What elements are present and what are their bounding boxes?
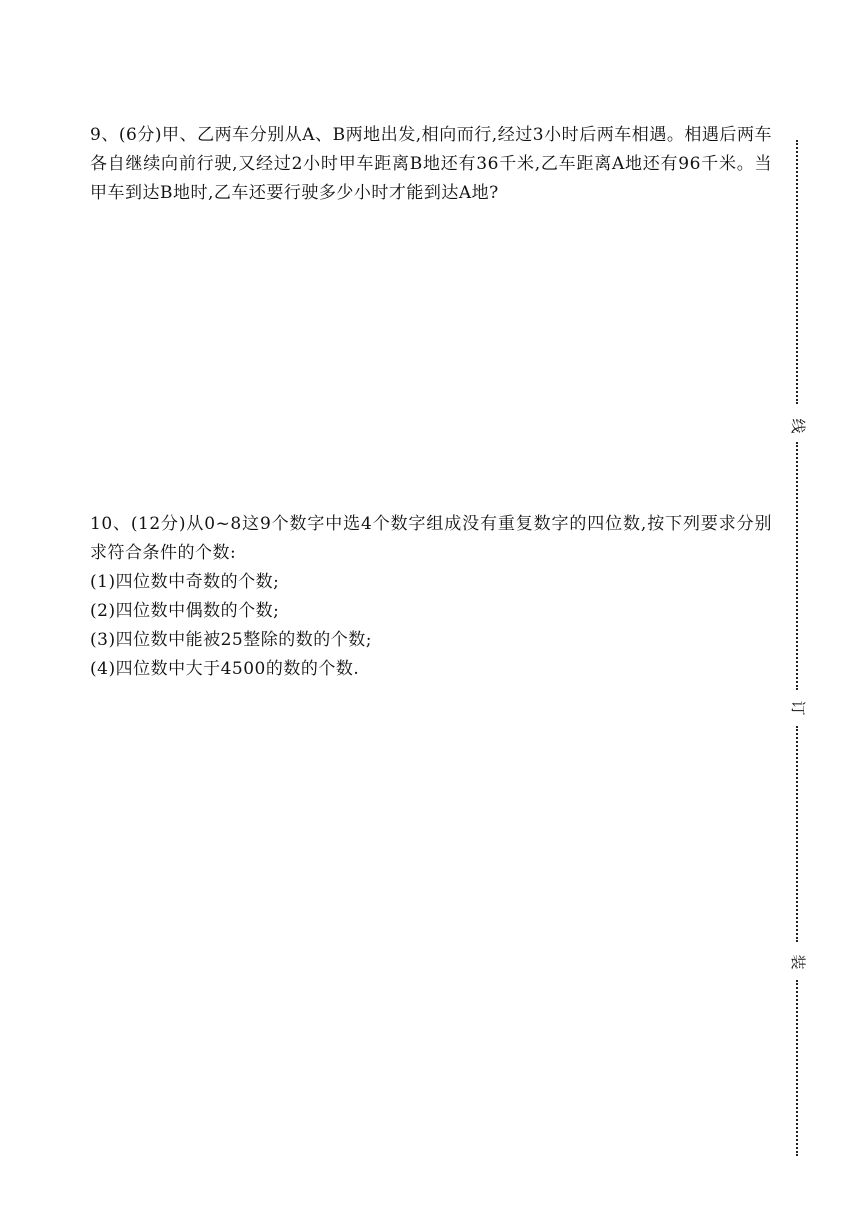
binding-label-staple: 订 — [789, 700, 807, 716]
question-10-part-2: (2)四位数中偶数的个数; — [90, 601, 280, 621]
binding-dotted-line — [796, 442, 798, 690]
question-9-text: 9、(6分)甲、乙两车分别从A、B两地出发,相向而行,经过3小时后两车相遇。相遇后两车各自继续向前行驶,又经过2小时甲车距离B地还有36千米,乙车距离A地还有96千米。当甲车到达B地时,乙车还要行驶多少小时才能到达A地? — [90, 125, 772, 203]
question-10-part-1: (1)四位数中奇数的个数; — [90, 572, 280, 592]
question-10-part-4: (4)四位数中大于4500的数的个数. — [90, 659, 360, 679]
binding-label-bind: 装 — [789, 954, 807, 970]
question-10 — [90, 510, 772, 684]
question-10-part-3: (3)四位数中能被25整除的数的个数; — [90, 630, 372, 650]
binding-dotted-line — [796, 980, 798, 1156]
binding-dotted-line — [796, 140, 798, 404]
question-9 — [90, 121, 772, 208]
binding-label-line: 线 — [789, 418, 807, 434]
binding-dotted-line — [796, 726, 798, 942]
question-10-intro: 10、(12分)从0~8这9个数字中选4个数字组成没有重复数字的四位数,按下列要求分别求符合条件的个数: — [90, 514, 772, 563]
binding-margin — [788, 140, 808, 1156]
